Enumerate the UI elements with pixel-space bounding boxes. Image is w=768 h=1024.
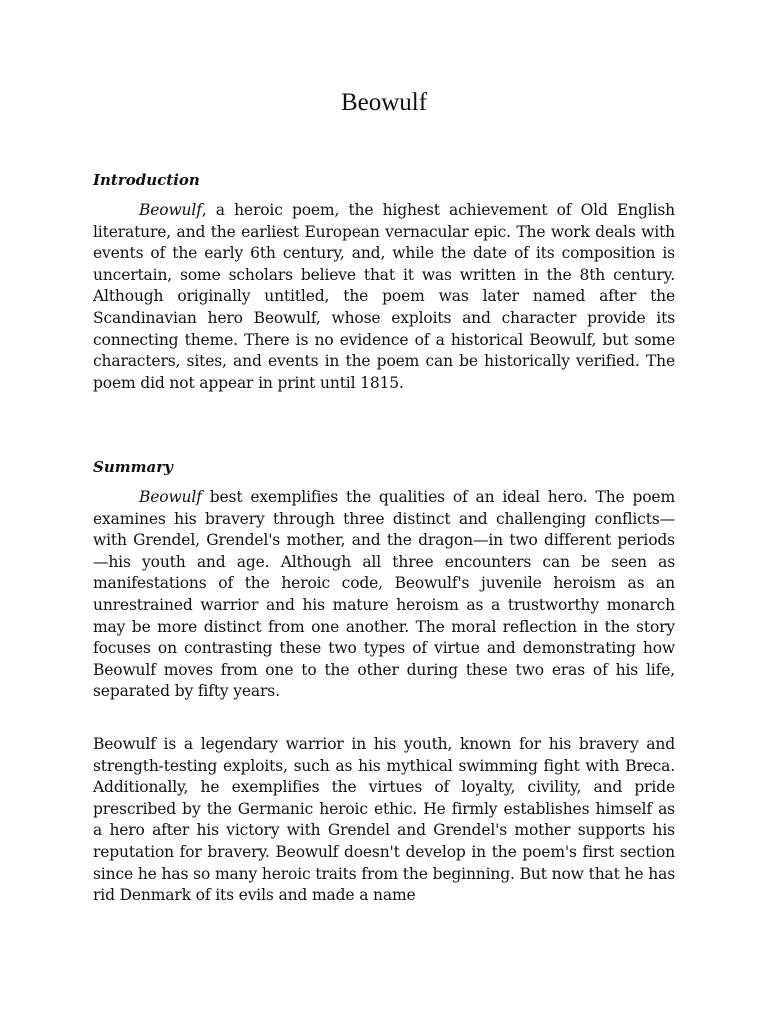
document-title: Beowulf <box>340 89 428 116</box>
introduction-paragraph-text: , a heroic poem, the highest achievement of Old English literature, and the earliest European vernacular epic. The work deals with events of the early 6th century, and, while the date of its composition is uncertain, some scholars believe that it was written in the 8th century. Although originally untitled, the poem was later named after the Scandinavian hero Beowulf, whose exploits and character provide its connecting theme. There is no evidence of a historical Beowulf, but some characters, sites, and events in the poem can be historically verified. The poem did not appear in print until 1815. <box>93 201 675 392</box>
summary-paragraph-1 <box>93 487 675 703</box>
summary-lead-title: Beowulf <box>139 488 202 506</box>
summary-paragraph-2 <box>93 734 675 907</box>
introduction-paragraph <box>93 200 675 394</box>
introduction-lead-title: Beowulf <box>139 201 202 219</box>
section-heading-introduction: Introduction <box>93 171 200 189</box>
summary-paragraph-2-text: Beowulf is a legendary warrior in his youth, known for his bravery and strength-testing exploits, such as his mythical swimming fight with Breca. Additionally, he exemplifies the virtues of loyalty, civility, and pride prescribed by the Germanic heroic ethic. He firmly establishes himself as a hero after his victory with Grendel and Grendel's mother supports his reputation for bravery. Beowulf doesn't develop in the poem's first section since he has so many heroic traits from the beginning. But now that he has rid Denmark of its evils and made a name <box>93 735 675 905</box>
summary-paragraph-1-text: best exemplifies the qualities of an ideal hero. The poem examines his bravery through three distinct and challenging conflicts—with Grendel, Grendel's mother, and the dragon—in two different periods—his youth and age. Although all three encounters can be seen as manifestations of the heroic code, Beowulf's juvenile heroism as an unrestrained warrior and his mature heroism as a trustworthy monarch may be more distinct from one another. The moral reflection in the story focuses on contrasting these two types of virtue and demonstrating how Beowulf moves from one to the other during these two eras of his life, separated by fifty years. <box>93 488 675 701</box>
section-heading-summary: Summary <box>93 458 173 476</box>
